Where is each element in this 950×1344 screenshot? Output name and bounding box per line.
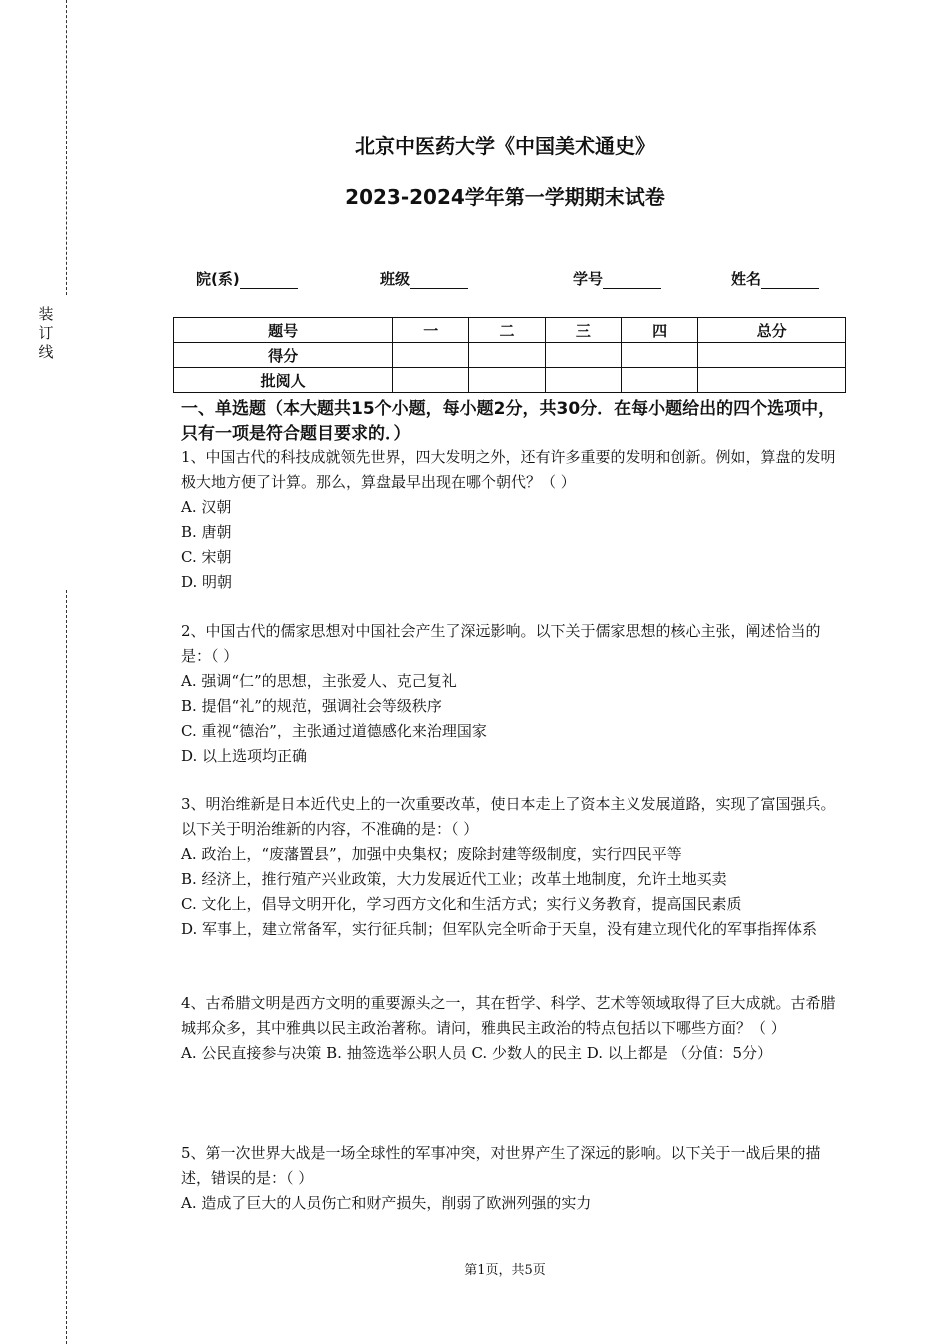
grader-cell[interactable] (621, 368, 697, 393)
row-label: 批阅人 (174, 368, 393, 393)
question-5 (181, 1141, 841, 1216)
question-4 (181, 991, 841, 1066)
binding-char: 订 (38, 324, 54, 342)
score-cell[interactable] (393, 343, 469, 368)
question-stem: 1、中国古代的科技成就领先世界，四大发明之外，还有许多重要的发明和创新。例如，算盘的发明极大地方便了计算。那么，算盘最早出现在哪个朝代？（ ） (181, 448, 836, 491)
table-header-cell: 二 (469, 318, 545, 343)
question-stem: 4、古希腊文明是西方文明的重要源头之一，其在哲学、科学、艺术等领域取得了巨大成就。古希腊城邦众多，其中雅典以民主政治著称。请问，雅典民主政治的特点包括以下哪些方面？（ ） (181, 994, 836, 1037)
question-stem: 5、第一次世界大战是一场全球性的军事冲突，对世界产生了深远的影响。以下关于一战后果的描述，错误的是：（ ） (181, 1144, 821, 1187)
table-header-row (174, 318, 846, 343)
table-row (174, 368, 846, 393)
option[interactable]: A. 强调“仁”的思想，主张爱人、克己复礼 (181, 672, 457, 690)
option[interactable]: C. 宋朝 (181, 548, 232, 566)
score-cell[interactable] (545, 343, 621, 368)
row-label: 得分 (174, 343, 393, 368)
question-stem: 3、明治维新是日本近代史上的一次重要改革，使日本走上了资本主义发展道路，实现了富国强兵。以下关于明治维新的内容，不准确的是：（ ） (181, 795, 836, 838)
option[interactable]: D. 军事上，建立常备军，实行征兵制；但军队完全听命于天皇，没有建立现代化的军事指挥体系 (181, 920, 818, 938)
info-field-name[interactable]: 姓名 (731, 268, 819, 289)
info-field-department[interactable]: 院(系) (196, 268, 298, 289)
options-line[interactable]: A. 公民直接参与决策 B. 抽签选举公职人员 C. 少数人的民主 D. 以上都是 （分值：5分） (181, 1044, 773, 1062)
table-header-cell: 一 (393, 318, 469, 343)
option[interactable]: D. 以上选项均正确 (181, 747, 308, 765)
exam-title: 北京中医药大学《中国美术通史》 (355, 134, 655, 158)
table-header-cell: 四 (621, 318, 697, 343)
option[interactable]: A. 汉朝 (181, 498, 232, 516)
info-field-student-id[interactable]: 学号 (573, 268, 661, 289)
question-stem: 2、中国古代的儒家思想对中国社会产生了深远影响。以下关于儒家思想的核心主张，阐述恰当的是：（ ） (181, 622, 821, 665)
table-header-cell: 三 (545, 318, 621, 343)
option[interactable]: C. 文化上，倡导文明开化，学习西方文化和生活方式；实行义务教育，提高国民素质 (181, 895, 742, 913)
option[interactable]: B. 唐朝 (181, 523, 232, 541)
grader-cell[interactable] (545, 368, 621, 393)
grader-cell[interactable] (698, 368, 846, 393)
info-field-class[interactable]: 班级 (380, 268, 468, 289)
question-1 (181, 445, 841, 595)
option[interactable]: D. 明朝 (181, 573, 233, 591)
binding-line-bottom (66, 590, 67, 1344)
score-table (173, 317, 846, 393)
section-heading: 一、单选题（本大题共15个小题，每小题2分，共30分．在每小题给出的四个选项中，只有一项是符合题目要求的．） (181, 399, 836, 444)
binding-label (38, 305, 54, 362)
score-cell[interactable] (469, 343, 545, 368)
option[interactable]: A. 造成了巨大的人员伤亡和财产损失，削弱了欧洲列强的实力 (181, 1194, 592, 1212)
question-2 (181, 619, 841, 769)
option[interactable]: B. 提倡“礼”的规范，强调社会等级秩序 (181, 697, 442, 715)
grader-cell[interactable] (469, 368, 545, 393)
table-header-cell: 总分 (698, 318, 846, 343)
exam-subtitle: 2023-2024学年第一学期期末试卷 (345, 185, 665, 209)
option[interactable]: C. 重视“德治”，主张通过道德感化来治理国家 (181, 722, 487, 740)
page-number: 第1页，共5页 (464, 1263, 546, 1278)
table-row (174, 343, 846, 368)
question-3 (181, 792, 841, 942)
binding-char: 线 (38, 343, 54, 361)
table-header-cell: 题号 (174, 318, 393, 343)
grader-cell[interactable] (393, 368, 469, 393)
score-cell[interactable] (621, 343, 697, 368)
score-cell[interactable] (698, 343, 846, 368)
option[interactable]: B. 经济上，推行殖产兴业政策，大力发展近代工业；改革土地制度，允许土地买卖 (181, 870, 727, 888)
binding-char: 装 (38, 305, 54, 323)
option[interactable]: A. 政治上，“废藩置县”，加强中央集权；废除封建等级制度，实行四民平等 (181, 845, 682, 863)
